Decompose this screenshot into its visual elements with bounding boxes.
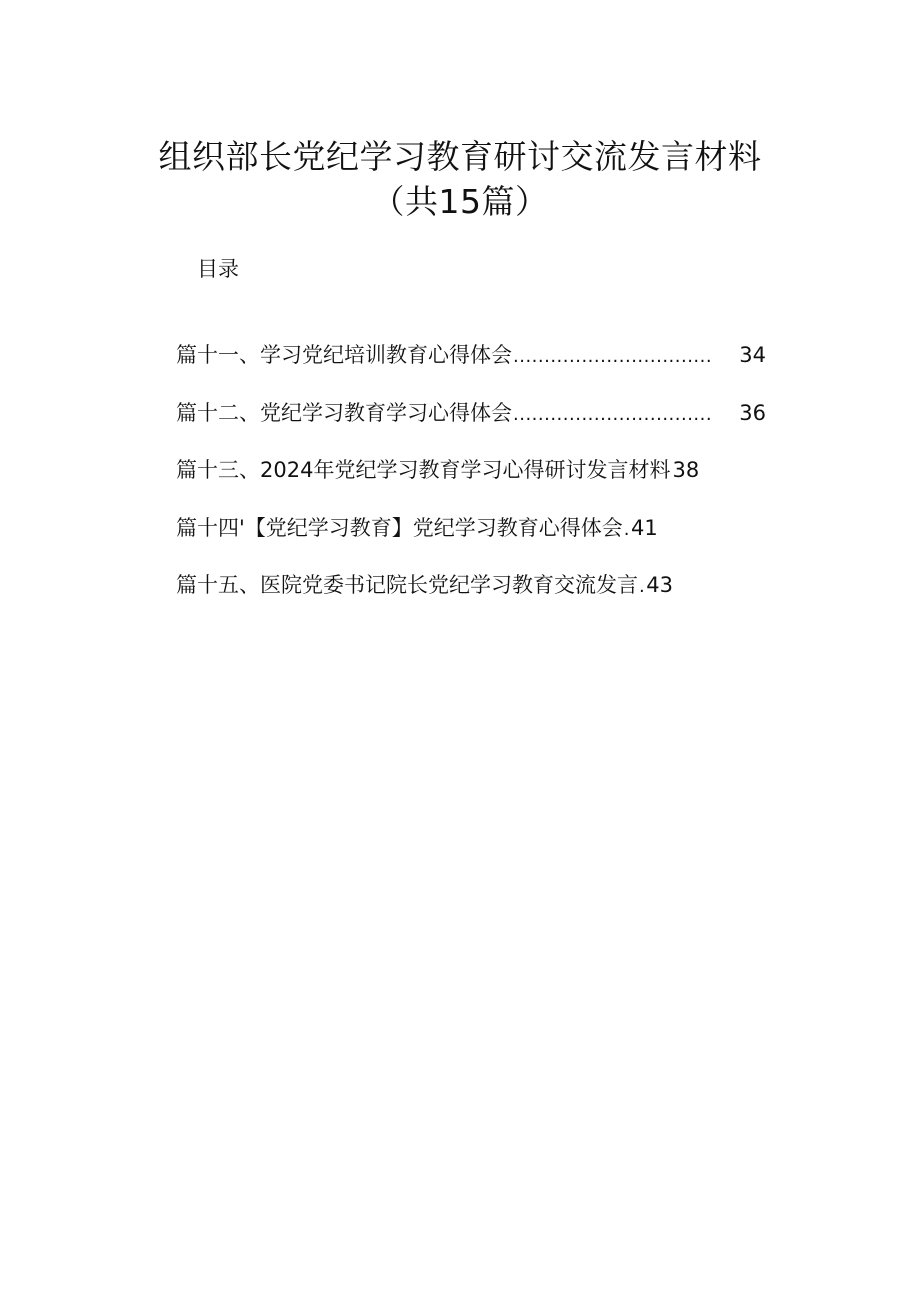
toc-page-number: 38 (672, 458, 700, 482)
toc-entry[interactable] (176, 570, 766, 628)
toc-entry-title: 篇十三、2024年党纪学习教育学习心得研讨发言材料 (176, 458, 671, 482)
toc-dot-leader: ................................ (513, 346, 713, 367)
toc-dot-leader: . (623, 518, 631, 540)
toc-page-number: 41 (631, 515, 658, 540)
toc-entry[interactable] (176, 513, 766, 571)
toc-entry-title: 篇十五、医院党委书记院长党纪学习教育交流发言 (176, 573, 638, 597)
document-title: 组织部长党纪学习教育研讨交流发言材料 (158, 137, 762, 176)
toc-dot-leader: . (639, 576, 646, 597)
toc-entry[interactable] (176, 398, 766, 456)
toc-entry-title: 篇十二、党纪学习教育学习心得体会 (176, 400, 512, 425)
table-of-contents (176, 340, 766, 628)
toc-heading: 目录 (197, 257, 239, 281)
toc-page-number: 36 (739, 400, 766, 425)
document-subtitle: （共15篇） (371, 182, 549, 221)
toc-entry[interactable] (176, 455, 766, 513)
toc-dot-leader: ................................ (513, 403, 713, 425)
toc-entry[interactable] (176, 340, 766, 398)
toc-entry-title: 篇十一、学习党纪培训教育心得体会 (176, 343, 512, 367)
toc-page-number: 43 (646, 573, 673, 597)
toc-page-number: 34 (739, 343, 766, 367)
toc-entry-title: 篇十四'【党纪学习教育】党纪学习教育心得体会 (176, 515, 623, 540)
